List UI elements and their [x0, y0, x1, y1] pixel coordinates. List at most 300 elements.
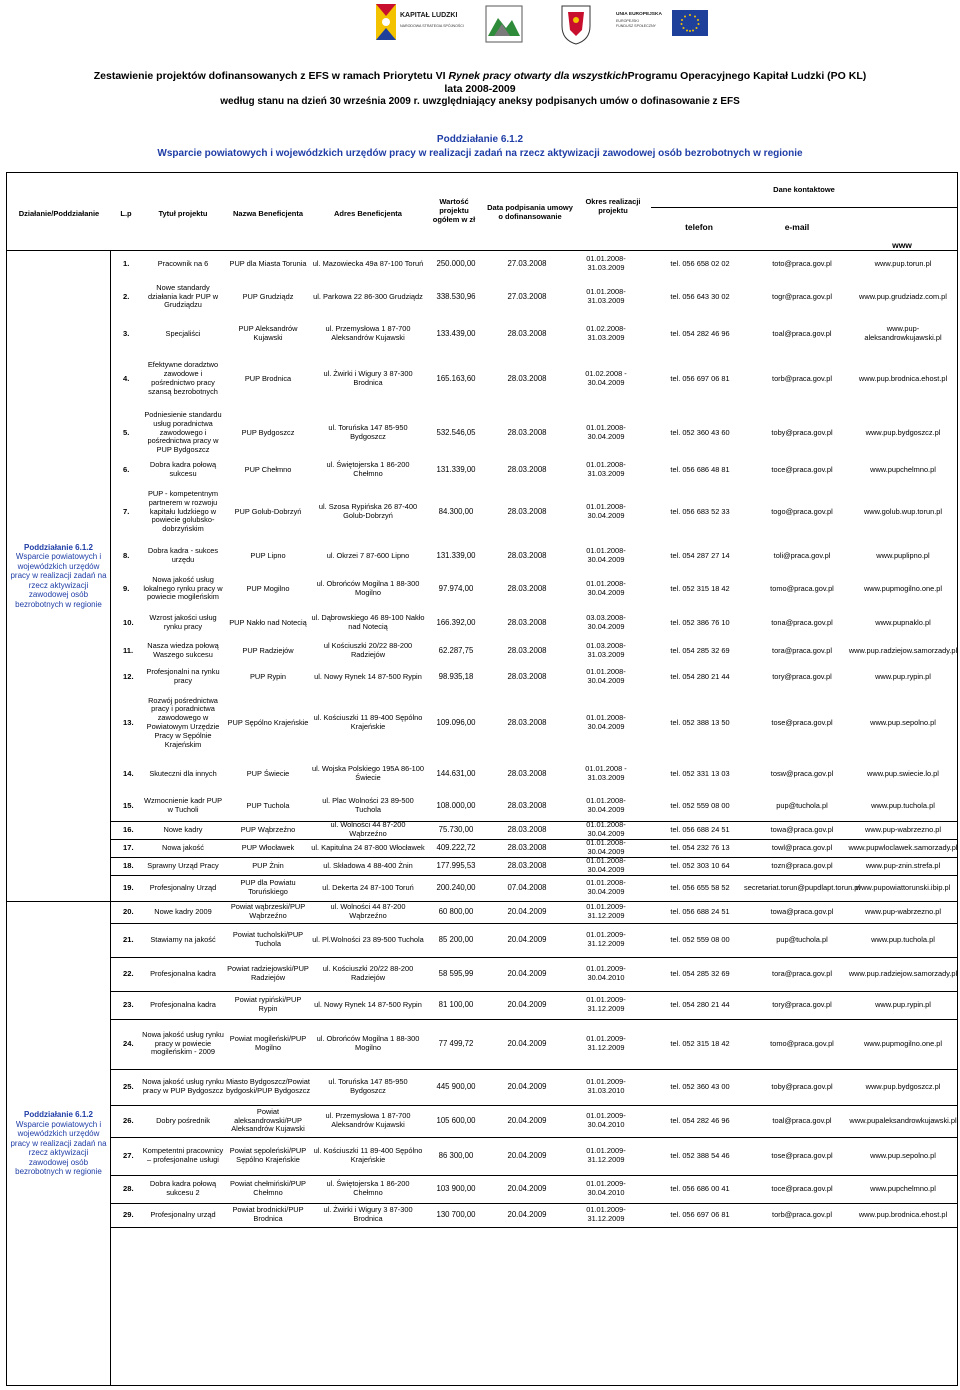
- table-header: [7, 173, 957, 251]
- table-row: [111, 821, 957, 839]
- cell-tel: tel. 056 688 24 51: [670, 906, 730, 916]
- cell-www[interactable]: www.pup.grudziadz.com.pl: [859, 291, 947, 301]
- cell-email[interactable]: towa@praca.gov.pl: [770, 906, 834, 916]
- cell-tel: tel. 052 559 08 00: [670, 934, 730, 944]
- kapital-ludzki-logo: [368, 2, 476, 46]
- cell-tytul: Nowa jakość usług rynku pracy w powiecie mogileńskim - 2009: [142, 1029, 224, 1057]
- cell-tytul: Dobra kadra połową sukcesu: [149, 460, 217, 478]
- cell-ben: PUP Chełmno: [244, 464, 292, 474]
- cell-wartosc: 108.000,00: [436, 800, 476, 810]
- table-row: [111, 317, 957, 351]
- cell-tytul: Dobra kadra połową sukcesu 2: [149, 1179, 217, 1197]
- cell-tel: tel. 056 686 00 41: [670, 1183, 730, 1193]
- cell-okres: 01.01.2009- 30.04.2010: [586, 964, 626, 982]
- cell-ben: PUP dla Powiatu Toruńskiego: [240, 878, 296, 896]
- cell-adres: ul. Toruńska 147 85-950 Bydgoszcz: [328, 423, 408, 441]
- cell-adres: ul. Wolności 44 87-200 Wąbrzeźno: [330, 902, 406, 920]
- cell-adres: ul. Szosa Rypińska 26 87-400 Golub-Dobrzyń: [318, 502, 418, 520]
- cell-www[interactable]: www.pup.bydgoszcz.pl: [865, 1081, 941, 1091]
- cell-tel: tel. 054 285 32 69: [670, 645, 730, 655]
- page-title: [0, 70, 960, 82]
- regional-logo: [484, 2, 524, 46]
- col-adres: Adres Beneficjenta: [334, 209, 402, 218]
- title-suffix: Programu Operacyjnego Kapitał Ludzki (PO KL): [627, 70, 867, 82]
- cell-adres: ul. Plac Wolności 23 89-500 Tuchola: [322, 796, 414, 814]
- eu-line3: FUNDUSZ SPOŁECZNY: [616, 24, 656, 28]
- cell-tytul: Wzmocnienie kadr PUP w Tucholi: [143, 796, 223, 814]
- cell-data: 20.04.2009: [507, 999, 547, 1009]
- cell-lp: 21.: [123, 934, 134, 944]
- cell-email[interactable]: tozn@praca.gov.pl: [771, 860, 833, 870]
- cell-lp: 17.: [123, 842, 134, 852]
- cell-www[interactable]: www.pupaleksandrowkujawski.pl: [849, 1115, 957, 1125]
- cell-www[interactable]: www.pupchelmno.pl: [870, 464, 936, 474]
- cell-ben: PUP Lipno: [250, 550, 286, 560]
- cell-okres: 01.01.2008- 31.03.2009: [586, 460, 626, 478]
- col-wartosc: Wartość projektu ogółem w zł: [432, 197, 476, 224]
- cell-www[interactable]: www.pup.torun.pl: [874, 258, 932, 268]
- cell-adres: ul. Żwirki i Wigury 3 87-300 Brodnica: [323, 1205, 413, 1223]
- cell-ben: PUP Rypin: [249, 671, 286, 681]
- cell-ben: PUP Golub-Dobrzyń: [234, 506, 302, 516]
- cell-email[interactable]: tomo@praca.gov.pl: [770, 583, 834, 593]
- cell-lp: 3.: [123, 328, 130, 338]
- cell-lp: 7.: [123, 506, 130, 516]
- cell-ben: PUP Świecie: [246, 768, 290, 778]
- cell-lp: 22.: [123, 968, 134, 978]
- cell-tytul: Podniesienie standardu usług poradnictwa zawodowego i pośrednictwa pracy w PUP Bydgoszcz: [144, 410, 222, 455]
- cell-wartosc: 250.000,00: [436, 258, 476, 268]
- cell-email[interactable]: tose@praca.gov.pl: [771, 717, 833, 727]
- eu-logo: [612, 2, 712, 46]
- cell-ben: Powiat chełmiński/PUP Chełmno: [230, 1179, 306, 1197]
- cell-ben: PUP Mogilno: [246, 583, 290, 593]
- cell-lp: 28.: [123, 1183, 134, 1193]
- cell-lp: 18.: [123, 860, 134, 870]
- cell-wartosc: 97.974,00: [438, 583, 474, 593]
- cell-lp: 14.: [123, 768, 134, 778]
- cell-okres: 01.01.2008- 30.04.2009: [586, 667, 626, 685]
- col-okres: Okres realizacji projektu: [585, 197, 641, 215]
- cell-tytul: Wzrost jakości usług rynku pracy: [149, 613, 217, 631]
- cell-tel: tel. 054 280 21 44: [670, 671, 730, 681]
- cell-www[interactable]: www.pup.brodnica.ehost.pl: [858, 1209, 948, 1219]
- cell-lp: 25.: [123, 1081, 134, 1091]
- cell-wartosc: 166.392,00: [436, 617, 476, 627]
- cell-adres: ul. Przemysłowa 1 87-700 Aleksandrów Kujawski: [325, 324, 411, 342]
- left-cell-desc: Wsparcie powiatowych i wojewódzkich urzędów pracy w realizacji zadań na rzecz aktywizacji zawodowej osób bezrobotnych w regionie: [10, 1119, 107, 1177]
- cell-adres: ul. Przemysłowa 1 87-700 Aleksandrów Kujawski: [325, 1111, 411, 1129]
- cell-okres: 01.01.2008- 30.04.2009: [586, 423, 626, 441]
- table-row: [111, 1069, 957, 1105]
- cell-www[interactable]: www.pup.rypin.pl: [875, 999, 931, 1009]
- cell-data: 28.03.2008: [507, 328, 547, 338]
- cell-email[interactable]: pup@tuchola.pl: [776, 934, 828, 944]
- eu-title: UNIA EUROPEJSKA: [616, 12, 662, 17]
- cell-lp: 26.: [123, 1115, 134, 1125]
- table-row: [111, 543, 957, 569]
- cell-okres: 01.01.2008- 30.04.2009: [586, 820, 626, 838]
- cell-wartosc: 105 600,00: [436, 1115, 476, 1125]
- cell-email[interactable]: toli@praca.gov.pl: [773, 550, 831, 560]
- cell-email[interactable]: torb@praca.gov.pl: [772, 1209, 832, 1219]
- cell-adres: ul. Wojska Polskiego 195A 86-100 Świecie: [311, 764, 425, 782]
- eu-line2: EUROPEJSKI: [616, 19, 639, 23]
- cell-adres: ul. Toruńska 147 85-950 Bydgoszcz: [328, 1077, 408, 1095]
- cell-adres: ul. Kapitulna 24 87-800 Włocławek: [311, 842, 425, 852]
- cell-email[interactable]: tose@praca.gov.pl: [771, 1150, 833, 1160]
- cell-ben: Powiat wąbrzeski/PUP Wąbrzeźno: [230, 902, 306, 920]
- cell-wartosc: 62.287,75: [438, 645, 474, 655]
- table-row: [111, 791, 957, 821]
- cell-www[interactable]: www.pup.rypin.pl: [875, 671, 931, 681]
- cell-tytul: Profesjonalny urząd: [150, 1209, 216, 1219]
- cell-tytul: Rozwój pośrednictwa pracy i poradnictwa zawodowego w Powiatowym Urzędzie Pracy w Sępólnie Krajeńskim: [146, 695, 220, 749]
- cell-data: 27.03.2008: [507, 291, 547, 301]
- cell-data: 20.04.2009: [507, 968, 547, 978]
- cell-lp: 29.: [123, 1209, 134, 1219]
- cell-data: 28.03.2008: [507, 842, 547, 852]
- cell-tel: tel. 052 388 13 50: [670, 717, 730, 727]
- cell-okres: 01.01.2008- 30.04.2009: [586, 546, 626, 564]
- cell-email[interactable]: torb@praca.gov.pl: [772, 373, 832, 383]
- cell-tel: tel. 056 686 48 81: [670, 464, 730, 474]
- cell-tytul: Nowa jakość: [162, 842, 204, 852]
- cell-ben: PUP Radziejów: [242, 645, 294, 655]
- table-row: [111, 1175, 957, 1203]
- cell-wartosc: 338.530,96: [436, 291, 476, 301]
- cell-ben: Powiat radziejowski/PUP Radziejów: [227, 964, 309, 982]
- cell-wartosc: 409.222,72: [436, 842, 476, 852]
- cell-email[interactable]: toce@praca.gov.pl: [771, 464, 833, 474]
- cell-ben: PUP Aleksandrów Kujawski: [238, 324, 298, 342]
- cell-ben: Miasto Bydgoszcz/Powiat bydgoski/PUP Bydgoszcz: [225, 1077, 311, 1095]
- cell-data: 28.03.2008: [507, 824, 547, 834]
- cell-lp: 20.: [123, 906, 134, 916]
- cell-ben: PUP Grudziądz: [242, 291, 294, 301]
- cell-ben: Powiat tucholski/PUP Tuchola: [232, 930, 304, 948]
- page-years: lata 2008-2009: [444, 83, 516, 95]
- cell-tel: tel. 054 232 76 13: [670, 842, 730, 852]
- cell-lp: 16.: [123, 824, 134, 834]
- cell-ben: Powiat brodnicki/PUP Brodnica: [232, 1205, 304, 1223]
- cell-wartosc: 85 200,00: [438, 934, 474, 944]
- cell-lp: 24.: [123, 1038, 134, 1048]
- cell-tytul: Efektywne doradztwo zawodowe i pośrednictwo pracy szansą bezrobotnych: [147, 360, 219, 396]
- cell-adres: ul. Nowy Rynek 14 87-500 Rypin: [314, 671, 422, 681]
- cell-www[interactable]: www.pup.brodnica.ehost.pl: [858, 373, 948, 383]
- cell-lp: 5.: [123, 427, 130, 437]
- cell-www[interactable]: www.pup.sepolno.pl: [870, 717, 936, 727]
- cell-email[interactable]: tosw@praca.gov.pl: [770, 768, 834, 778]
- table-row: [111, 569, 957, 609]
- cell-tytul: Nowa jakość usług lokalnego rynku pracy w powiecie mogileńskim: [143, 574, 223, 602]
- cell-okres: 01.01.2008- 31.03.2009: [586, 254, 626, 272]
- cell-wartosc: 103 900,00: [436, 1183, 476, 1193]
- page-status-date: według stanu na dzień 30 września 2009 r. uwzględniający aneksy podpisanych umów o dofinasowanie z EFS: [220, 96, 740, 107]
- cell-adres: ul. Kościuszki 20/22 88-200 Radziejów: [322, 964, 414, 982]
- cell-tel: tel. 054 282 46 96: [670, 1115, 730, 1125]
- cell-data: 20.04.2009: [507, 1209, 547, 1219]
- table-row: [111, 857, 957, 875]
- kapital-ludzki-title: KAPITAŁ LUDZKI: [400, 12, 458, 19]
- cell-data: 20.04.2009: [507, 934, 547, 944]
- cell-okres: 01.01.2009- 30.04.2010: [586, 1111, 626, 1129]
- cell-tel: tel. 054 287 27 14: [670, 550, 730, 560]
- cell-tel: tel. 052 315 18 42: [670, 1038, 730, 1048]
- cell-wartosc: 131.339,00: [436, 464, 476, 474]
- cell-tytul: Nowe kadry 2009: [154, 906, 212, 916]
- cell-wartosc: 532.546,05: [436, 427, 476, 437]
- cell-wartosc: 177.995,53: [436, 860, 476, 870]
- table-row: [111, 757, 957, 791]
- cell-tel: tel. 052 331 13 03: [670, 768, 730, 778]
- cell-adres: ul. Dekerta 24 87-100 Toruń: [322, 882, 414, 892]
- col-dzialanie: Działanie/Poddziałanie: [18, 209, 100, 218]
- cell-email[interactable]: toto@praca.gov.pl: [772, 258, 832, 268]
- table-row: [111, 277, 957, 317]
- cell-data: 20.04.2009: [507, 1115, 547, 1125]
- cell-okres: 01.01.2008 - 31.03.2009: [585, 764, 627, 782]
- col-data: Data podpisania umowy o dofinansowanie: [487, 203, 573, 221]
- table-row: [111, 923, 957, 957]
- cell-data: 20.04.2009: [507, 906, 547, 916]
- cell-wartosc: 131.339,00: [436, 550, 476, 560]
- cell-tytul: Nasza wiedza połową Waszego sukcesu: [147, 641, 219, 659]
- cell-ben: PUP Tuchola: [246, 800, 290, 810]
- cell-www[interactable]: www.pupchelmno.pl: [870, 1183, 936, 1193]
- cell-adres: ul Kościuszki 20/22 88-200 Radziejów: [323, 641, 413, 659]
- cell-email[interactable]: toby@praca.gov.pl: [771, 427, 833, 437]
- cell-www[interactable]: www.pupmogilno.one.pl: [863, 1038, 943, 1048]
- cell-email[interactable]: togr@praca.gov.pl: [772, 291, 832, 301]
- table-row: [111, 351, 957, 407]
- cell-ben: PUP Nakło nad Notecią: [229, 617, 307, 627]
- cell-wartosc: 81 100,00: [438, 999, 474, 1009]
- cell-adres: ul. Kościuszki 11 89-400 Sępólno Krajeńskie: [313, 713, 423, 731]
- cell-tytul: Nowa jakość usług rynku pracy w PUP Bydgoszcz: [142, 1077, 224, 1095]
- cell-www[interactable]: www.pup.swiecie.lo.pl: [867, 768, 939, 778]
- cell-wartosc: 60 800,00: [438, 906, 474, 916]
- cell-email[interactable]: toal@praca.gov.pl: [772, 328, 832, 338]
- projects-table: [6, 172, 958, 1386]
- cell-okres: 01.01.2008- 30.04.2009: [586, 502, 626, 520]
- logo-bar: [0, 2, 960, 52]
- title-prefix: Zestawienie projektów dofinansowanych z EFS w ramach Priorytetu VI: [93, 70, 449, 82]
- cell-email[interactable]: tory@praca.gov.pl: [772, 999, 832, 1009]
- cell-okres: 03.03.2008- 30.04.2009: [586, 613, 626, 631]
- cell-data: 27.03.2008: [507, 258, 547, 268]
- cell-data: 28.03.2008: [507, 427, 547, 437]
- col-telefon: telefon: [685, 222, 713, 232]
- cell-email[interactable]: tory@praca.gov.pl: [772, 671, 832, 681]
- cell-okres: 01.01.2009- 31.12.2009: [586, 902, 626, 920]
- cell-www[interactable]: www.pupmogilno.one.pl: [863, 583, 943, 593]
- table-row: [111, 459, 957, 481]
- cell-www[interactable]: www.puplipno.pl: [876, 550, 930, 560]
- cell-wartosc: 144.631,00: [436, 768, 476, 778]
- cell-www[interactable]: www.pup-wabrzezno.pl: [865, 824, 941, 834]
- cell-lp: 4.: [123, 373, 130, 383]
- cell-email[interactable]: toal@praca.gov.pl: [772, 1115, 832, 1125]
- cell-ben: PUP dla Miasta Torunia: [229, 258, 307, 268]
- left-cell-subaction-2: [7, 901, 111, 1385]
- cell-okres: 01.02.2008- 31.03.2009: [586, 324, 626, 342]
- cell-adres: ul. Pl.Wolności 23 89-500 Tuchola: [312, 934, 424, 944]
- cell-tel: tel. 052 388 54 46: [670, 1150, 730, 1160]
- cell-email[interactable]: pup@tuchola.pl: [776, 800, 828, 810]
- cell-tytul: Dobra kadra - sukces urzędu: [147, 546, 219, 564]
- cell-okres: 01.01.2008- 30.04.2009: [586, 856, 626, 874]
- cell-email[interactable]: towl@praca.gov.pl: [771, 842, 833, 852]
- cell-tytul: Profesjonalny Urząd: [149, 882, 217, 892]
- table-row: [111, 901, 957, 923]
- cell-data: 28.03.2008: [507, 860, 547, 870]
- cell-www[interactable]: www.pupowiattorunski.ibip.pl: [855, 882, 951, 892]
- cell-www[interactable]: www.pup.bydgoszcz.pl: [865, 427, 941, 437]
- col-email: e-mail: [784, 222, 810, 232]
- cell-ben: PUP Wąbrzeźno: [240, 824, 296, 834]
- cell-ben: Powiat rypiński/PUP Rypin: [234, 995, 302, 1013]
- cell-data: 28.03.2008: [507, 550, 547, 560]
- cell-tel: tel. 056 658 02 02: [670, 258, 730, 268]
- cell-www[interactable]: www.pup-wabrzezno.pl: [865, 906, 941, 916]
- cell-tel: tel. 052 303 10 64: [670, 860, 730, 870]
- cell-email[interactable]: toby@praca.gov.pl: [771, 1081, 833, 1091]
- cell-data: 20.04.2009: [507, 1081, 547, 1091]
- table-row: [111, 1019, 957, 1069]
- cell-wartosc: 109.096,00: [436, 717, 476, 727]
- cell-okres: 01.01.2009- 30.04.2010: [586, 1179, 626, 1197]
- cell-tytul: Sprawny Urząd Pracy: [147, 860, 219, 870]
- cell-wartosc: 77 499,72: [438, 1038, 474, 1048]
- cell-www[interactable]: www.pup-aleksandrowkujawski.pl: [864, 324, 942, 342]
- cell-wartosc: 75.730,00: [438, 824, 474, 834]
- cell-www[interactable]: www.pupnaklo.pl: [875, 617, 931, 627]
- cell-adres: ul. Świętojerska 1 86-200 Chełmno: [326, 460, 410, 478]
- cell-www[interactable]: www.pupwloclawek.samorzady.pl: [848, 842, 958, 852]
- kapital-ludzki-subtitle: NARODOWA STRATEGIA SPÓJNOŚCI: [400, 24, 464, 28]
- cell-tel: tel. 052 315 18 42: [670, 583, 730, 593]
- cell-wartosc: 86 300,00: [438, 1150, 474, 1160]
- cell-okres: 01.01.2008- 30.04.2009: [586, 878, 626, 896]
- col-beneficjent: Nazwa Beneficjenta: [232, 209, 304, 218]
- cell-tel: tel. 056 683 52 33: [670, 506, 730, 516]
- cell-email[interactable]: secretariat.torun@pupdlapt.torun.pl: [744, 882, 860, 892]
- cell-wartosc: 445 900,00: [436, 1081, 476, 1091]
- cell-okres: 01.01.2008- 30.04.2009: [586, 796, 626, 814]
- cell-data: 28.03.2008: [507, 506, 547, 516]
- cell-tytul: Stawiamy na jakość: [150, 934, 216, 944]
- cell-wartosc: 133.439,00: [436, 328, 476, 338]
- cell-ben: PUP Brodnica: [244, 373, 292, 383]
- left-cell-title: Poddziałanie 6.1.2: [24, 542, 93, 552]
- cell-lp: 12.: [123, 671, 134, 681]
- cell-www[interactable]: www.pup.tuchola.pl: [871, 934, 935, 944]
- col-lp: L.p: [120, 209, 132, 218]
- cell-email[interactable]: tomo@praca.gov.pl: [770, 1038, 834, 1048]
- table-row: [111, 957, 957, 991]
- left-cell-desc: Wsparcie powiatowych i wojewódzkich urzędów pracy w realizacji zadań na rzecz aktywizacji zawodowej osób bezrobotnych w regionie: [10, 552, 107, 609]
- cell-lp: 8.: [123, 550, 130, 560]
- cell-okres: 01.01.2009- 31.03.2010: [586, 1077, 626, 1095]
- cell-okres: 01.01.2009- 31.12.2009: [586, 995, 626, 1013]
- cell-wartosc: 98.935,18: [438, 671, 474, 681]
- cell-data: 28.03.2008: [507, 373, 547, 383]
- cell-lp: 2.: [123, 291, 130, 301]
- cell-ben: Powiat sępoleński/PUP Sępólno Krajeńskie: [229, 1146, 307, 1164]
- cell-ben: PUP Żnin: [252, 860, 284, 870]
- cell-okres: 01.01.2009- 31.12.2009: [586, 1205, 626, 1223]
- cell-www[interactable]: www.pup-znin.strefa.pl: [865, 860, 941, 870]
- cell-tel: tel. 056 688 24 51: [670, 824, 730, 834]
- cell-okres: 01.01.2008- 31.03.2009: [586, 287, 626, 305]
- cell-tel: tel. 056 697 06 81: [670, 373, 730, 383]
- cell-email[interactable]: tora@praca.gov.pl: [772, 645, 832, 655]
- cell-data: 28.03.2008: [507, 617, 547, 627]
- cell-data: 28.03.2008: [507, 768, 547, 778]
- cell-email[interactable]: tora@praca.gov.pl: [772, 968, 832, 978]
- cell-adres: ul. Parkowa 22 86-300 Grudziądz: [313, 291, 423, 301]
- subaction-description: Wsparcie powiatowych i wojewódzkich urzędów pracy w realizacji zadań na rzecz aktywizacji zawodowej osób bezrobotnych w regionie: [157, 148, 803, 159]
- cell-data: 28.03.2008: [507, 717, 547, 727]
- cell-www[interactable]: www.pup.sepolno.pl: [870, 1150, 936, 1160]
- cell-adres: ul. Nowy Rynek 14 87-500 Rypin: [314, 999, 422, 1009]
- left-cell-title: Poddziałanie 6.1.2: [24, 1110, 93, 1120]
- cell-tytul: Nowe kadry: [163, 824, 203, 834]
- cell-adres: ul. Świętojerska 1 86-200 Chełmno: [326, 1179, 410, 1197]
- cell-email[interactable]: towa@praca.gov.pl: [770, 824, 834, 834]
- cell-wartosc: 130 700,00: [436, 1209, 476, 1219]
- table-row: [111, 407, 957, 459]
- table-row: [111, 609, 957, 637]
- cell-tel: tel. 052 360 43 00: [670, 1081, 730, 1091]
- table-row: [111, 875, 957, 901]
- cell-adres: ul. Obrońców Mogilna 1 88-300 Mogilno: [316, 579, 420, 597]
- cell-wartosc: 84.300,00: [438, 506, 474, 516]
- cell-email[interactable]: toce@praca.gov.pl: [771, 1183, 833, 1193]
- col-kontakt: Dane kontaktowe: [773, 185, 835, 194]
- cell-okres: 01.02.2008 - 30.04.2009: [585, 369, 627, 387]
- cell-email[interactable]: togo@praca.gov.pl: [771, 506, 833, 516]
- cell-data: 28.03.2008: [507, 464, 547, 474]
- cell-data: 20.04.2009: [507, 1038, 547, 1048]
- cell-tel: tel. 056 655 58 52: [670, 882, 730, 892]
- cell-wartosc: 200.240,00: [436, 882, 476, 892]
- cell-lp: 15.: [123, 800, 134, 810]
- cell-lp: 19.: [123, 882, 134, 892]
- table-row: [111, 839, 957, 857]
- cell-www[interactable]: www.pup.radziejow.samorzady.pl: [848, 968, 958, 978]
- cell-okres: 01.01.2008- 30.04.2009: [586, 579, 626, 597]
- cell-www[interactable]: www.golub.wup.torun.pl: [863, 506, 943, 516]
- cell-tel: tel. 054 280 21 44: [670, 999, 730, 1009]
- cell-data: 20.04.2009: [507, 1183, 547, 1193]
- cell-email[interactable]: tona@praca.gov.pl: [771, 617, 833, 627]
- table-row: [111, 481, 957, 543]
- cell-www[interactable]: www.pup.radziejow.samorzady.pl: [848, 645, 958, 655]
- cell-lp: 10.: [123, 617, 134, 627]
- subaction-title: Poddziałanie 6.1.2: [436, 134, 524, 145]
- table-row: [111, 991, 957, 1019]
- col-www: www: [892, 240, 912, 250]
- cell-tel: tel. 054 282 46 96: [670, 328, 730, 338]
- cell-www[interactable]: www.pup.tuchola.pl: [871, 800, 935, 810]
- cell-tytul: Kompetentni pracownicy – profesjonalne usługi: [142, 1146, 224, 1164]
- cell-ben: PUP Bydgoszcz: [241, 427, 295, 437]
- cell-ben: PUP Sępólno Krajeńskie: [227, 717, 309, 727]
- cell-lp: 13.: [123, 717, 134, 727]
